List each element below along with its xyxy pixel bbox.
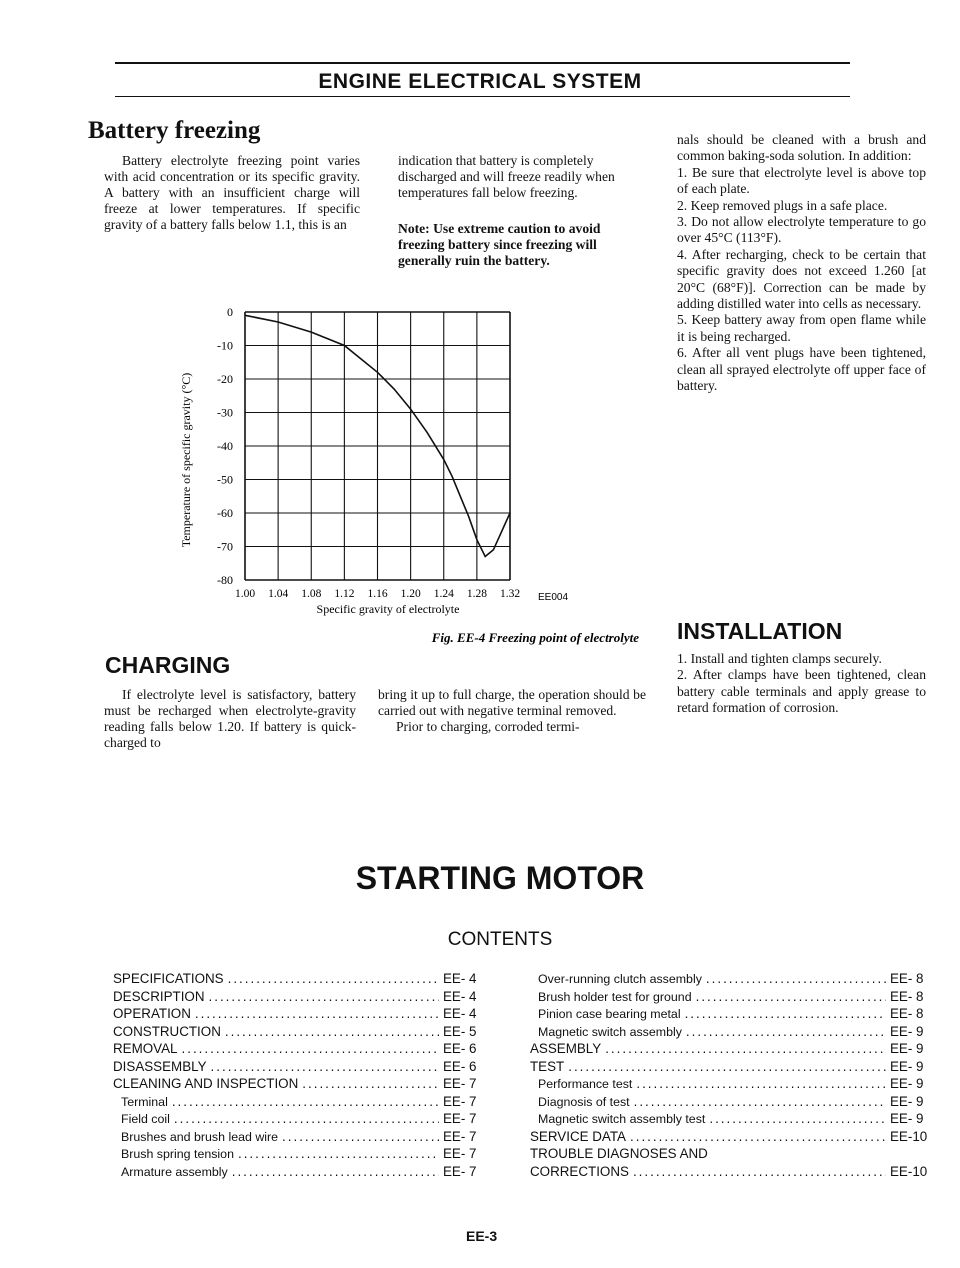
toc-entry: [530, 1076, 926, 1094]
toc-leader-dots: [182, 1041, 440, 1056]
toc-leader-dots: [211, 1059, 439, 1074]
toc-entry: [113, 1006, 479, 1024]
toc-entry: [530, 1146, 926, 1164]
toc-entry-page: EE- 7: [443, 1093, 477, 1109]
toc-entry: [113, 1076, 479, 1094]
toc-entry-label: Magnetic switch assembly test: [538, 1112, 706, 1126]
toc-right-column: [530, 971, 926, 1181]
toc-entry: [113, 989, 479, 1007]
toc-entry-label: CORRECTIONS: [530, 1163, 629, 1179]
x-tick-label: 1.08: [301, 588, 322, 600]
toc-entry-page: EE- 9: [890, 1076, 924, 1091]
toc-entry-page: EE-10: [890, 1128, 928, 1144]
x-tick-label: 1.12: [334, 588, 355, 600]
toc-entry: [530, 1041, 926, 1059]
toc-entry: [530, 1129, 926, 1147]
right-column-item: 1. Be sure that electrolyte level is above top of each plate.: [677, 164, 926, 197]
toc-entry-page: EE- 7: [443, 1163, 477, 1179]
y-tick-label: -70: [217, 539, 233, 554]
right-column-item: 6. After all vent plugs have been tightened, clean all sprayed electrolyte off upper face of battery.: [677, 345, 926, 394]
toc-entry-page: EE- 8: [890, 988, 924, 1004]
charging-col1: [104, 687, 356, 751]
toc-entry-label: Brush holder test for ground: [538, 989, 692, 1004]
toc-leader-dots: [209, 989, 439, 1004]
battery-freezing-col2: [398, 153, 646, 201]
toc-leader-dots: [195, 1006, 439, 1021]
toc-entry-label: Magnetic switch assembly: [538, 1024, 682, 1039]
toc-entry: [113, 1164, 479, 1182]
header-rule-bottom: [115, 96, 850, 97]
toc-entry-page: EE- 4: [443, 971, 477, 986]
toc-entry-label: DISASSEMBLY: [113, 1058, 207, 1074]
toc-leader-dots: [685, 1006, 886, 1021]
toc-leader-dots: [225, 1024, 439, 1039]
toc-entry: [113, 1111, 479, 1129]
charging-heading: CHARGING: [105, 652, 231, 678]
toc-entry: [530, 1164, 926, 1182]
toc-leader-dots: [709, 1111, 886, 1126]
battery-freezing-col2-text: indication that battery is completely discharged and will freeze readily when temperatures fall below freezing.: [398, 153, 615, 200]
battery-freezing-col1: [104, 153, 360, 233]
toc-entry: [113, 1041, 479, 1059]
toc-entry: [113, 1146, 479, 1164]
toc-leader-dots: [686, 1024, 886, 1039]
toc-entry-label: Terminal: [121, 1094, 168, 1109]
freezing-point-chart: [160, 300, 640, 650]
toc-entry-label: REMOVAL: [113, 1041, 178, 1056]
toc-entry-page: EE- 7: [443, 1128, 477, 1144]
x-tick-label: 1.16: [367, 588, 388, 600]
toc-leader-dots: [228, 971, 439, 986]
toc-entry-page: EE- 4: [443, 988, 477, 1004]
toc-leader-dots: [633, 1164, 886, 1179]
y-tick-label: -60: [217, 506, 233, 520]
toc-leader-dots: [696, 989, 886, 1004]
y-tick-label: 0: [227, 305, 233, 319]
toc-leader-dots: [174, 1111, 439, 1126]
toc-entry-page: EE- 5: [443, 1023, 477, 1039]
toc-entry-page: EE- 9: [890, 1023, 924, 1039]
x-tick-label: 1.32: [499, 588, 521, 600]
toc-entry: [530, 1024, 926, 1042]
battery-freezing-note: [398, 221, 646, 269]
toc-leader-dots: [302, 1076, 439, 1091]
toc-entry-page: EE- 9: [890, 1111, 924, 1126]
chart-x-ticks: [235, 588, 520, 600]
x-tick-label: 1.20: [400, 588, 421, 600]
toc-entry-label: CONSTRUCTION: [113, 1023, 221, 1039]
toc-entry-label: SPECIFICATIONS: [113, 971, 224, 986]
toc-entry-page: EE-10: [890, 1163, 928, 1179]
toc-entry: [113, 1059, 479, 1077]
toc-leader-dots: [605, 1041, 886, 1056]
y-tick-label: -10: [217, 338, 233, 353]
right-column: [677, 132, 926, 395]
toc-entry: [530, 1111, 926, 1129]
chart-caption: Fig. EE-4 Freezing point of electrolyte: [431, 630, 639, 645]
chart-y-ticks: [217, 305, 233, 587]
battery-freezing-note-text: Note: Use extreme caution to avoid freezing battery since freezing will generally ruin the battery.: [398, 221, 601, 268]
toc-entry-page: EE- 9: [890, 1041, 924, 1056]
toc-entry-label: Brushes and brush lead wire: [121, 1129, 279, 1144]
toc-leader-dots: [172, 1094, 439, 1109]
toc-entry: [113, 1129, 479, 1147]
toc-entry-label: ASSEMBLY: [530, 1041, 602, 1056]
toc-entry-label: Over-running clutch assembly: [538, 972, 702, 986]
toc-entry-label: OPERATION: [113, 1006, 191, 1021]
toc-entry-page: EE- 7: [443, 1076, 477, 1091]
installation-item: 1. Install and tighten clamps securely.: [677, 651, 882, 666]
toc-leader-dots: [706, 971, 886, 986]
charging-col1-text: If electrolyte level is satisfactory, battery must be recharged when electrolyte-gravity reading falls below 1.20. If battery is quick-charged to: [104, 687, 356, 750]
right-column-item: 4. After recharging, check to be certain that specific gravity does not exceed 1.260 [at 20°C (68°F)]. Correction can be made by adding distilled water into cells as necessary.: [677, 246, 926, 312]
page-header-title: ENGINE ELECTRICAL SYSTEM: [318, 70, 642, 93]
toc-entry-page: EE- 6: [443, 1041, 477, 1056]
toc-entry: [530, 1094, 926, 1112]
toc-leader-dots: [238, 1146, 439, 1161]
toc-entry-page: EE- 9: [890, 1058, 924, 1074]
right-column-item: 2. Keep removed plugs in a safe place.: [677, 197, 888, 213]
charging-col2-line1: bring it up to full charge, the operation should be carried out with negative terminal removed.: [378, 687, 646, 718]
chart-y-axis-label: Temperature of specific gravity (°C): [179, 372, 193, 548]
toc-entry-page: EE- 7: [443, 1111, 477, 1126]
y-tick-label: -40: [217, 439, 233, 453]
toc-entry-label: Brush spring tension: [121, 1147, 234, 1161]
toc-entry-label: CLEANING AND INSPECTION: [113, 1076, 299, 1091]
chart-x-axis-label: Specific gravity of electrolyte: [316, 602, 460, 616]
right-column-item: 3. Do not allow electrolyte temperature to go over 45°C (113°F).: [677, 214, 926, 246]
x-tick-label: 1.00: [234, 588, 256, 600]
toc-entry-label: Armature assembly: [121, 1164, 228, 1179]
y-tick-label: -80: [217, 573, 233, 587]
toc-entry-label: Field coil: [121, 1112, 170, 1126]
toc-entry: [530, 989, 926, 1007]
toc-leader-dots: [232, 1164, 439, 1179]
installation-item: 2. After clamps have been tightened, clean battery cable terminals and apply grease to retard formation of corrosion.: [677, 667, 926, 716]
toc-entry-label: DESCRIPTION: [113, 988, 205, 1004]
toc-entry-label: Pinion case bearing metal: [538, 1007, 681, 1021]
right-column-intro: nals should be cleaned with a brush and common baking-soda solution. In addition:: [677, 132, 926, 164]
y-tick-label: -20: [217, 372, 233, 386]
toc-entry: [530, 971, 926, 989]
toc-entry-page: EE- 6: [443, 1058, 477, 1074]
toc-entry-label: SERVICE DATA: [530, 1128, 626, 1144]
toc-entry-page: EE- 9: [890, 1093, 924, 1109]
chart-code: EE004: [538, 592, 569, 603]
toc-entry: [113, 1094, 479, 1112]
toc-left-column: [113, 971, 479, 1181]
header-rule: [115, 62, 850, 64]
chart-grid: [245, 312, 510, 580]
toc-entry-page: EE- 4: [443, 1006, 477, 1021]
toc-entry-label: Performance test: [538, 1077, 633, 1091]
charging-col2-line2: Prior to charging, corroded termi-: [396, 719, 580, 734]
charging-col2: [378, 687, 646, 735]
toc-entry-label: TEST: [530, 1058, 565, 1074]
battery-freezing-col1-text: Battery electrolyte freezing point varies with acid concentration or its specific gravity. A battery with an insufficient charge will freeze at lower temperatures. If specific gravity of a battery falls below 1.1, this is an: [104, 153, 360, 232]
toc-entry-page: EE- 7: [443, 1146, 477, 1161]
toc-entry-label: TROUBLE DIAGNOSES AND: [530, 1146, 708, 1161]
y-tick-label: -50: [217, 472, 233, 487]
x-tick-label: 1.04: [268, 588, 289, 600]
x-tick-label: 1.28: [466, 588, 487, 600]
toc-entry-label: Diagnosis of test: [538, 1094, 630, 1109]
toc-leader-dots: [634, 1094, 886, 1109]
toc-entry: [113, 1024, 479, 1042]
toc-leader-dots: [636, 1076, 886, 1091]
toc-leader-dots: [282, 1129, 439, 1144]
battery-freezing-heading: Battery freezing: [88, 117, 261, 144]
toc-entry: [530, 1006, 926, 1024]
y-tick-label: -30: [217, 405, 233, 420]
toc-leader-dots: [568, 1059, 886, 1074]
toc-entry: [530, 1059, 926, 1077]
right-column-item: 5. Keep battery away from open flame while it is being recharged.: [677, 312, 926, 344]
footer-page-number: EE-3: [466, 1228, 498, 1244]
installation-list: [677, 651, 926, 717]
installation-heading: INSTALLATION: [677, 618, 843, 644]
contents-heading: CONTENTS: [447, 929, 553, 950]
toc-entry-page: EE- 8: [890, 971, 924, 986]
toc-entry-page: EE- 8: [890, 1006, 924, 1021]
toc-leader-dots: [630, 1129, 886, 1144]
toc-entry: [113, 971, 479, 989]
x-tick-label: 1.24: [433, 588, 454, 600]
starting-motor-heading: STARTING MOTOR: [355, 860, 645, 896]
